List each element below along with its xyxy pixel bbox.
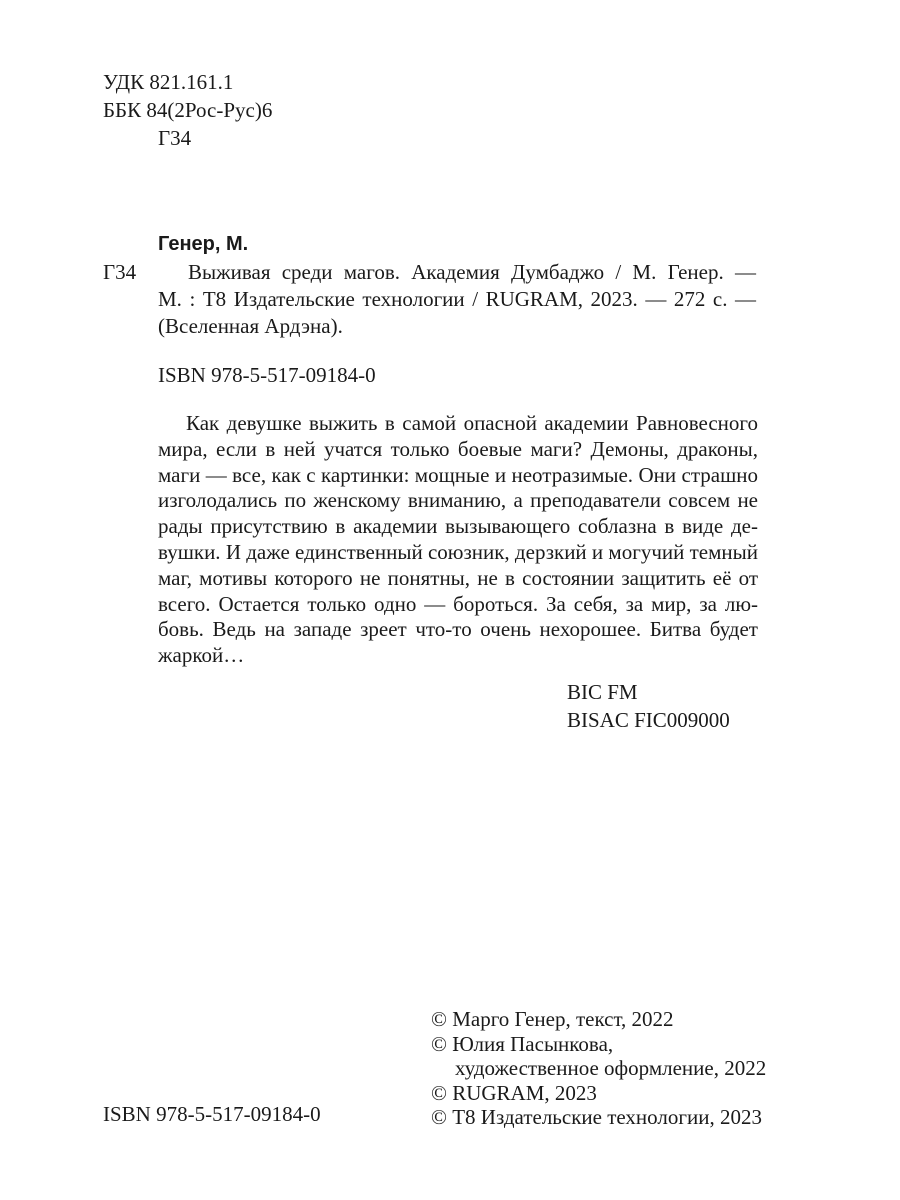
author-heading: Генер, М. — [158, 233, 249, 255]
isbn-footer: ISBN 978-5-517-09184-0 — [103, 1102, 321, 1126]
annotation-line: жаркой… — [158, 643, 245, 668]
annotation-line: изголодались по женскому вниманию, а преподаватели совсем не — [158, 488, 758, 513]
udk-code: УДК 821.161.1 — [103, 70, 234, 94]
isbn-record: ISBN 978-5-517-09184-0 — [158, 363, 376, 387]
annotation-line: маги — все, как с картинки: мощные и неотразимые. Они страшно — [158, 462, 758, 487]
annotation-line: всего. Остается только одно — бороться. За себя, за мир, за лю- — [158, 591, 758, 616]
annotation — [158, 410, 758, 668]
copyright-line: © RUGRAM, 2023 — [431, 1080, 597, 1105]
annotation-line: рады присутствию в академии вызывающего соблазна в виде де- — [158, 514, 758, 539]
bbk-code: ББК 84(2Рос-Рус)6 — [103, 98, 273, 122]
annotation-line: маг, мотивы которого не понятны, не в состоянии защитить её от — [158, 565, 758, 590]
copyright-line: © Юлия Пасынкова, — [431, 1031, 614, 1056]
bic-code: BIC FM — [567, 680, 638, 704]
annotation-line: Как девушке выжить в самой опасной академии Равновесного — [186, 411, 758, 435]
annotation-line: мира, если в ней учатся только боевые маги? Демоны, драконы, — [158, 436, 758, 461]
author-mark: Г34 — [158, 126, 192, 150]
bibliographic-description — [158, 259, 756, 340]
author-mark-record: Г34 — [103, 260, 137, 284]
copyright-block — [431, 1006, 766, 1129]
bisac-code: BISAC FIC009000 — [567, 708, 730, 732]
copyright-line: © Марго Генер, текст, 2022 — [431, 1007, 674, 1031]
annotation-line: вушки. И даже единственный союзник, дерзкий и могучий темный — [158, 539, 758, 564]
description-line: М. : Т8 Издательские технологии / RUGRAM, 2023. — 272 с. — — [158, 287, 756, 311]
copyright-line: художественное оформление, 2022 — [455, 1056, 767, 1080]
annotation-line: бовь. Ведь на западе зреет что-то очень нехорошее. Битва будет — [158, 617, 758, 642]
description-line: Выживая среди магов. Академия Думбаджо / М. Генер. — — [188, 260, 756, 284]
description-line: (Вселенная Ардэна). — [158, 314, 343, 338]
copyright-line: © Т8 Издательские технологии, 2023 — [431, 1105, 762, 1129]
